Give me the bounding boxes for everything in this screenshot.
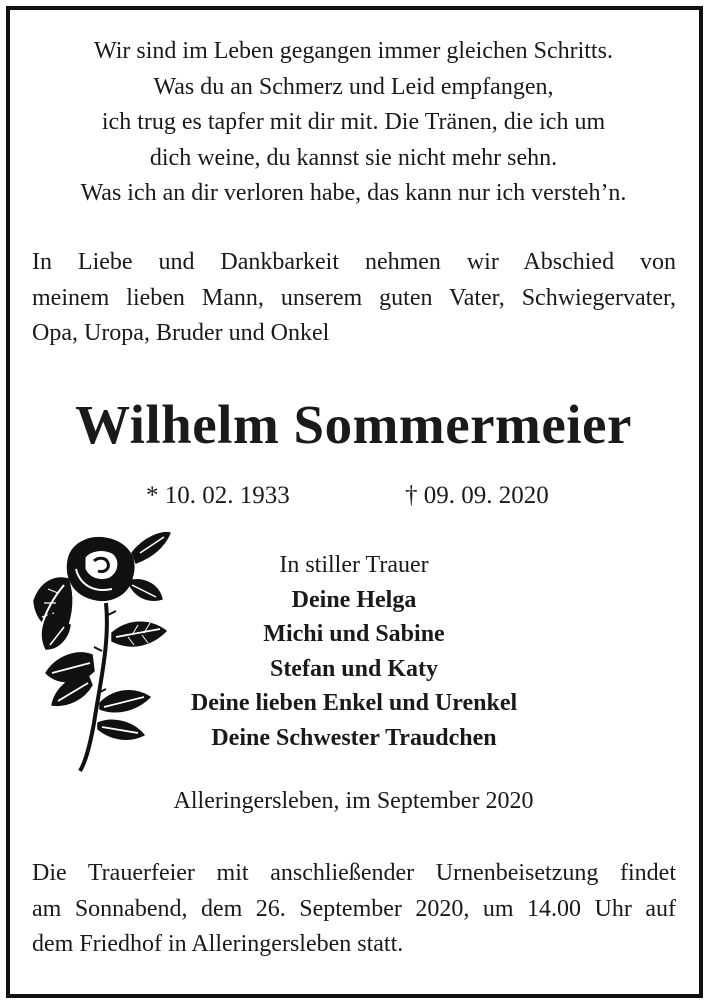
service-line: am Sonnabend, dem 26. September 2020, um 14.00 Uhr auf bbox=[32, 895, 676, 922]
service-line: dem Friedhof in Alleringersleben statt. bbox=[32, 931, 404, 957]
birth-date: * 10. 02. 1933 bbox=[146, 482, 290, 509]
mourner-name: Deine lieben Enkel und Urenkel bbox=[190, 690, 518, 716]
poem-line: dich weine, du kannst sie nicht mehr sehn. bbox=[149, 144, 558, 171]
intro-line: Opa, Uropa, Bruder und Onkel bbox=[32, 320, 330, 346]
mourner-name: Deine Schwester Traudchen bbox=[211, 724, 497, 751]
poem-line: Was du an Schmerz und Leid empfangen, bbox=[153, 73, 554, 100]
place-date: Alleringersleben, im September 2020 bbox=[173, 788, 534, 814]
mourners-heading: In stiller Trauer bbox=[279, 552, 429, 578]
service-line: Die Trauerfeier mit anschließender Urnenbeisetzung findet bbox=[32, 860, 676, 886]
intro-text bbox=[32, 245, 676, 352]
intro-line: In Liebe und Dankbarkeit nehmen wir Abschied von bbox=[32, 249, 676, 275]
mourner-name: Stefan und Katy bbox=[269, 655, 439, 682]
deceased-name: Wilhelm Sommermeier bbox=[75, 394, 632, 455]
poem-line: ich trug es tapfer mit dir mit. Die Tränen, die ich um bbox=[101, 109, 606, 135]
poem-line: Wir sind im Leben gegangen immer gleichen Schritts. bbox=[94, 38, 613, 64]
mourner-name: Michi und Sabine bbox=[263, 621, 445, 647]
mourner-name: Deine Helga bbox=[291, 586, 417, 613]
mourners-block bbox=[150, 548, 558, 755]
intro-line: meinem lieben Mann, unserem guten Vater, Schwiegervater, bbox=[32, 284, 676, 311]
poem bbox=[20, 34, 687, 212]
service-info bbox=[32, 856, 676, 963]
poem-line: Was ich an dir verloren habe, das kann nur ich versteh’n. bbox=[80, 180, 627, 206]
death-date: † 09. 09. 2020 bbox=[405, 482, 549, 509]
